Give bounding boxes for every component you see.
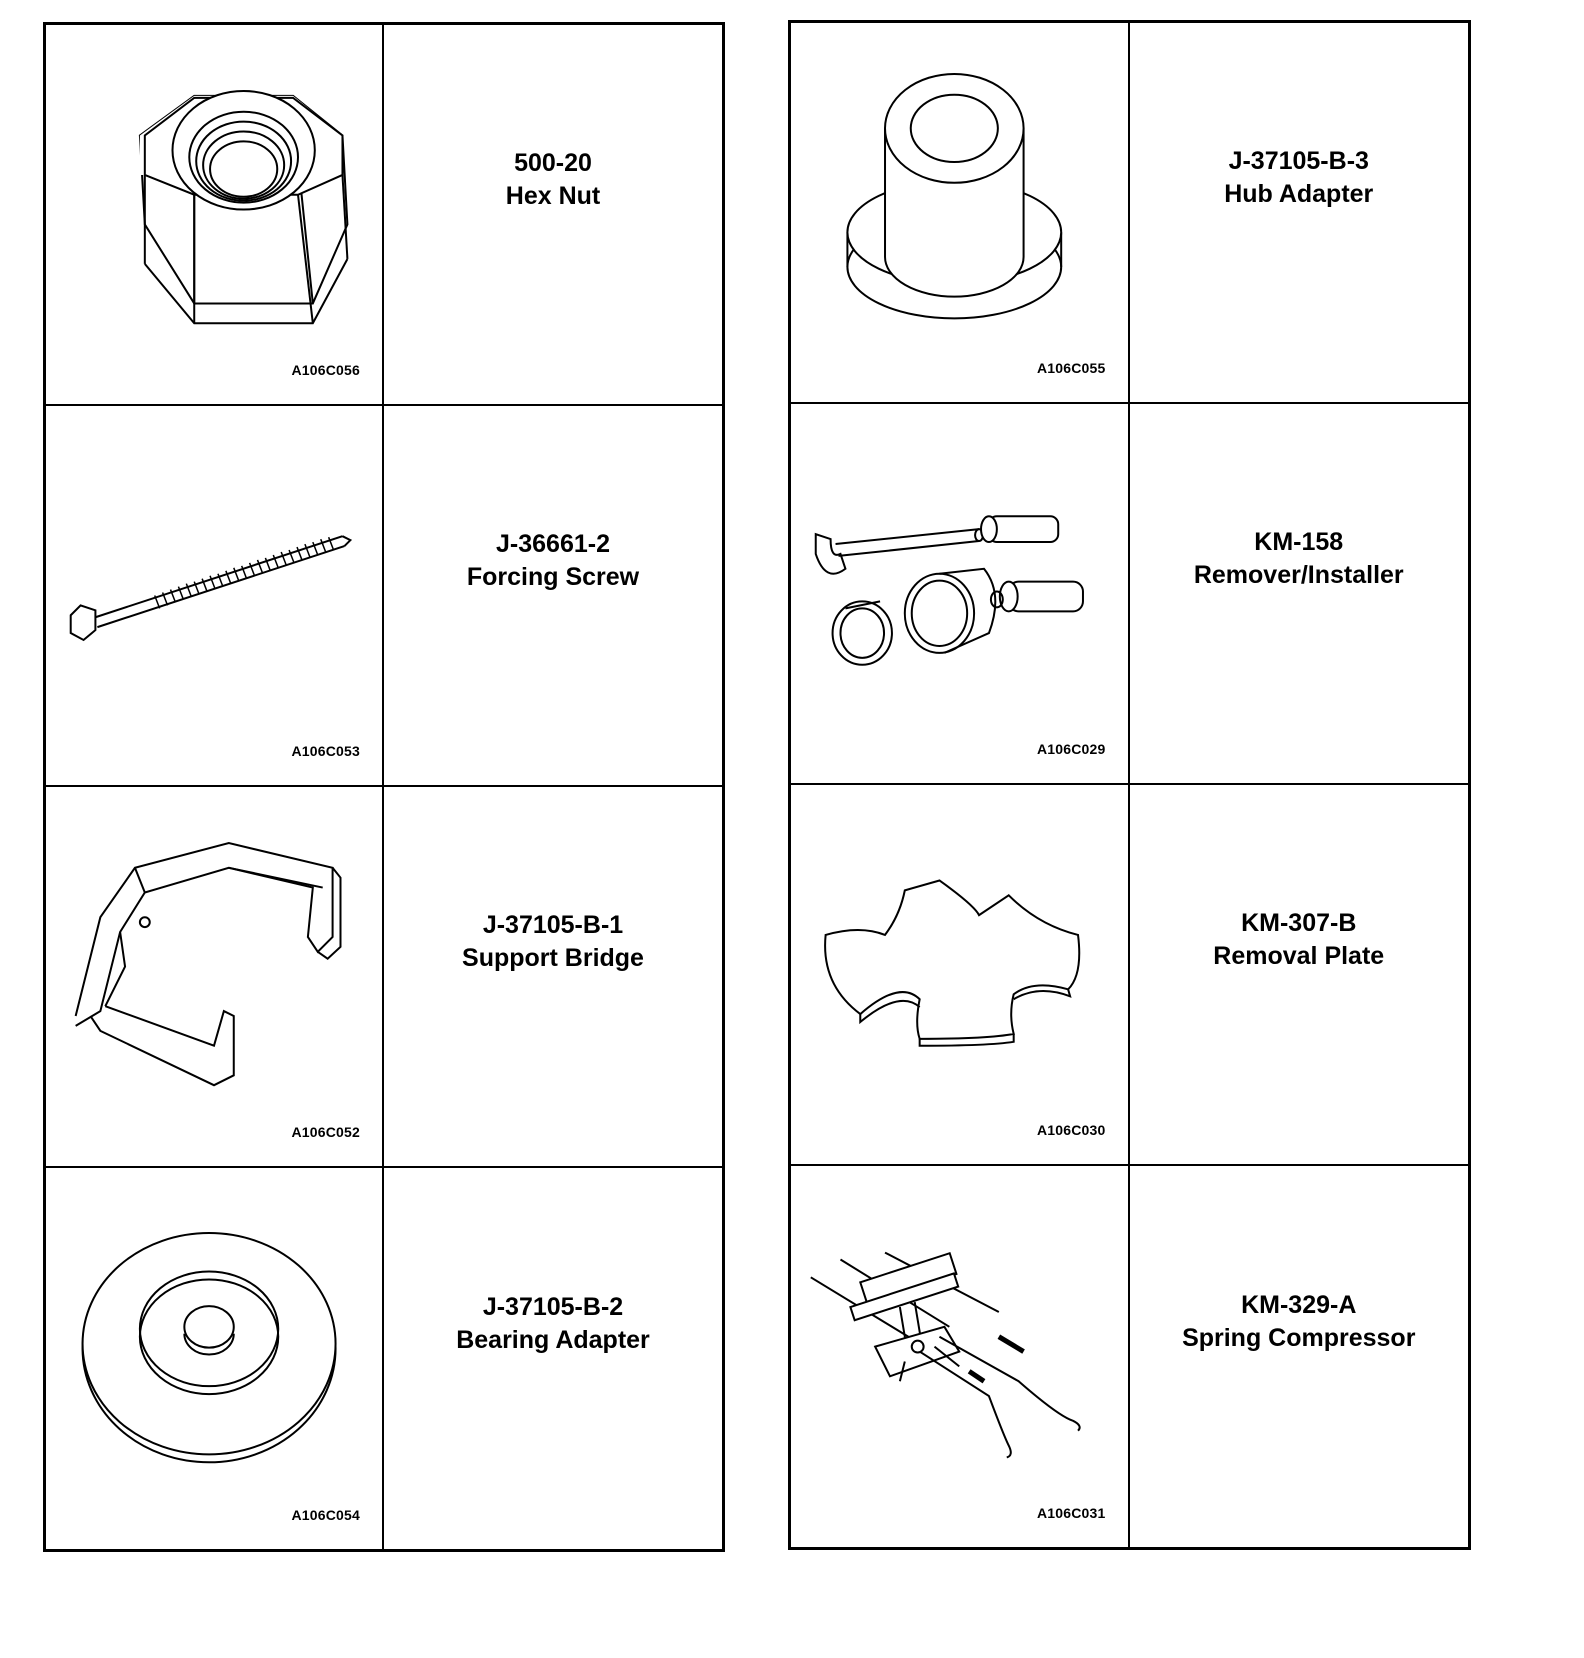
tool-name: Hub Adapter: [1224, 179, 1374, 208]
figure-code: A106C056: [291, 362, 360, 378]
tool-illustration-cell: [791, 404, 1130, 785]
tool-label-cell: [1130, 404, 1469, 785]
tool-label-cell: [384, 1168, 722, 1549]
figure-code: A106C052: [291, 1124, 360, 1140]
tool-part-number: J-36661-2: [496, 529, 610, 558]
tool-name: Removal Plate: [1213, 941, 1385, 970]
figure-code: A106C029: [1036, 741, 1106, 757]
tool-name: Hex Nut: [505, 181, 601, 210]
tool-illustration-cell: [791, 1166, 1130, 1547]
tool-name: Support Bridge: [462, 943, 644, 972]
tool-label-cell: [384, 406, 722, 787]
tool-illustration-cell: [46, 1168, 384, 1549]
special-tools-table-left: [43, 22, 725, 1552]
tool-label-cell: [1130, 785, 1469, 1166]
bearing-adapter-icon: [46, 1168, 382, 1549]
tool-illustration-cell: [46, 406, 384, 787]
special-tools-table-right: [788, 20, 1471, 1550]
tool-part-number: 500-20: [514, 148, 592, 177]
tool-name: Spring Compressor: [1182, 1323, 1416, 1352]
tool-name: Bearing Adapter: [456, 1325, 650, 1354]
tool-illustration-cell: [791, 785, 1130, 1166]
support-bridge-icon: [46, 787, 382, 1166]
tool-part-number: KM-307-B: [1241, 908, 1357, 937]
tool-part-number: J-37105-B-2: [482, 1292, 624, 1321]
spring-compressor-icon: [791, 1166, 1128, 1547]
figure-code: A106C053: [291, 743, 360, 759]
tool-name: Remover/Installer: [1193, 560, 1404, 589]
tool-name: Forcing Screw: [466, 562, 640, 591]
tool-part-number: KM-329-A: [1241, 1290, 1357, 1319]
tool-label-cell: [384, 787, 722, 1168]
figure-code: A106C030: [1036, 1122, 1106, 1138]
hub-adapter-icon: [791, 23, 1128, 402]
tool-part-number: J-37105-B-1: [482, 910, 624, 939]
tool-label-cell: [1130, 23, 1469, 404]
tool-illustration-cell: [46, 787, 384, 1168]
forcing-screw-icon: [46, 406, 382, 785]
tool-illustration-cell: [46, 25, 384, 406]
tool-illustration-cell: [791, 23, 1130, 404]
tool-label-cell: [1130, 1166, 1469, 1547]
hex-nut-icon: [46, 25, 382, 404]
tool-part-number: KM-158: [1254, 527, 1344, 556]
figure-code: A106C055: [1036, 360, 1106, 376]
figure-code: A106C031: [1036, 1505, 1106, 1521]
removal-plate-icon: [791, 785, 1128, 1164]
remover-installer-icon: [791, 404, 1128, 783]
tool-part-number: J-37105-B-3: [1228, 146, 1369, 175]
tool-label-cell: [384, 25, 722, 406]
figure-code: A106C054: [291, 1507, 360, 1523]
